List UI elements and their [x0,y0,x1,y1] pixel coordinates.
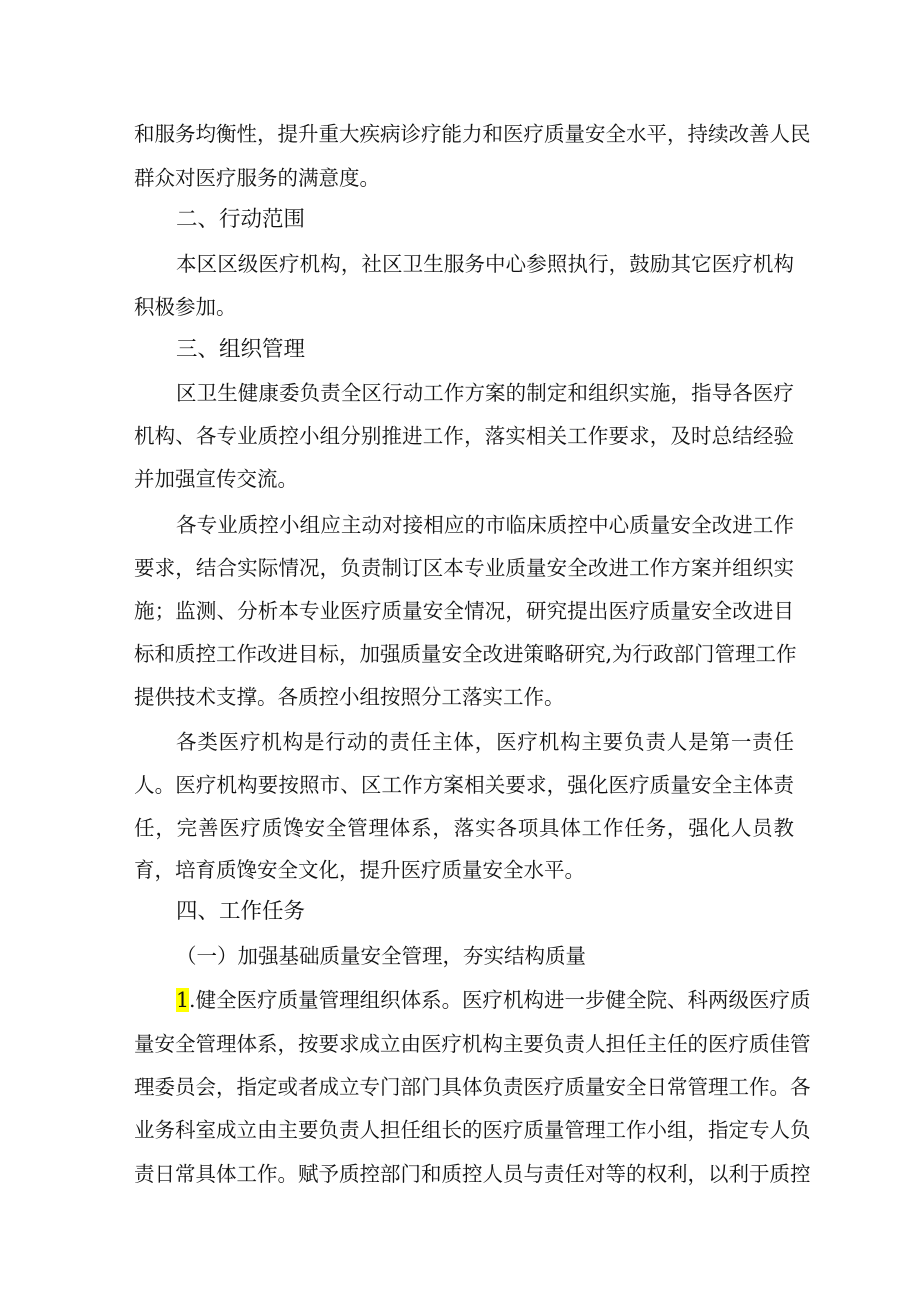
paragraph-line: 提供技术支撑。各质控小组按照分工落实工作。 [134,685,565,709]
paragraph-line-text: .健全医疗质量管理组织体系。医疗机构进一步健全院、科两级医疗质 [189,988,811,1012]
paragraph-line: 本区区级医疗机构，社区卫生服务中心参照执行，鼓励其它医疗机构 [176,252,794,276]
paragraph-line: 群众对医疗服务的满意度。 [134,166,380,190]
section-heading: 三、组织管理 [176,337,306,362]
section-heading: 二、行动范围 [176,207,306,232]
paragraph-line: 积极参加。 [134,295,237,319]
paragraph-line: 各专业质控小组应主动对接相应的市临床质控中心质量安全改进工作 [176,513,794,537]
paragraph-line [176,986,811,1014]
paragraph-line: 责日常具体工作。赋予质控部门和质控人员与责任对等的权利，以利于质控 [134,1162,811,1186]
paragraph-line: 量安全管理体系，按要求成立由医疗机构主要负责人担任主任的医疗质佳管 [134,1032,811,1056]
paragraph-line: 区卫生健康委负责全区行动工作方案的制定和组织实施，指导各医疗 [176,381,794,405]
paragraph-line: 任，完善医疗质馋安全管理体系，落实各项具体工作任务，强化人员教 [134,816,794,840]
paragraph-line: 人。医疗机构要按照市、区工作方案相关要求，强化医疗质量安全主体责 [134,773,794,797]
paragraph-line: 施；监测、分析本专业医疗质量安全情况，研究提出医疗质量安全改进目 [134,599,794,623]
paragraph-line: 和服务均衡性，提升重大疾病诊疗能力和医疗质量安全水平，持续改善人民 [134,122,811,146]
paragraph-line: 机构、各专业质控小组分别推进工作，落实相关工作要求，及时总结经验 [134,424,794,448]
highlighted-item-number: 1 [176,988,190,1012]
subsection-heading: （一）加强基础质量安全管理，夯实结构质量 [176,944,586,968]
paragraph-line: 各类医疗机构是行动的责任主体，医疗机构主要负责人是第一责任 [176,730,794,754]
paragraph-line: 理委员会，指定或者成立专门部门具体负责医疗质量安全日常管理工作。各 [134,1075,811,1099]
paragraph-line: 业务科室成立由主要负责人担任组长的医疗质量管理工作小组，指定专人负 [134,1118,811,1142]
section-heading: 四、工作任务 [176,899,306,924]
paragraph-line: 要求，结合实际情况，负责制订区本专业质量安全改进工作方案并组织实 [134,556,794,580]
paragraph-line: 标和质控工作改进目标，加强质量安全改进策略研究,为行政部门管理工作 [134,642,797,666]
paragraph-line: 育，培育质馋安全文化，提升医疗质量安全水平。 [134,858,585,882]
paragraph-line: 并加强宣传交流。 [134,467,298,491]
